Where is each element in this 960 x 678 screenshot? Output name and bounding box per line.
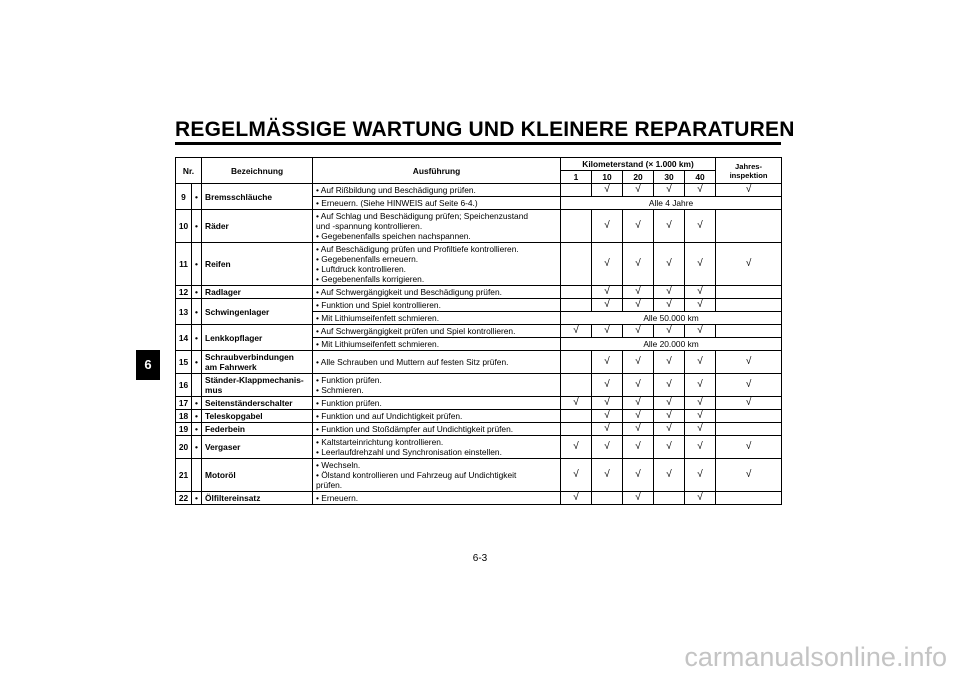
header-ausfuehrung: Ausführung [313,158,561,184]
procedure-line: • Auf Schlag und Beschädigung prüfen; Speichenzustand [316,211,529,221]
item-marker: • [192,184,202,210]
item-marker: • [192,397,202,410]
page-title: REGELMÄSSIGE WARTUNG UND KLEINERE REPARATUREN [175,118,795,141]
item-marker: • [192,325,202,351]
item-number: 19 [176,423,192,436]
procedure-line: • Gegebenenfalls speichen nachspannen. [316,231,471,241]
check-mark: √ [592,459,623,492]
header-bezeichnung: Bezeichnung [202,158,313,184]
check-mark: √ [623,325,654,338]
procedure-line: • Erneuern. [316,493,359,503]
table-row [176,374,782,397]
item-procedure [313,492,561,505]
item-name-line: Motoröl [205,470,236,480]
empty-cell [561,423,592,436]
procedure-line: • Gegebenenfalls erneuern. [316,254,419,264]
header-jahres-line2: inspektion [729,170,768,180]
item-name [202,243,313,286]
item-name-line: Teleskopgabel [205,411,263,421]
procedure-line: • Luftdruck kontrollieren. [316,264,406,274]
empty-cell [561,351,592,374]
procedure-line: • Mit Lithiumseifenfett schmieren. [316,313,440,323]
empty-cell [561,243,592,286]
interval-note: Alle 50.000 km [561,312,782,325]
item-name [202,374,313,397]
check-mark: √ [592,397,623,410]
procedure-line: • Funktion prüfen. [316,375,382,385]
table-row [176,492,782,505]
item-procedure [313,338,561,351]
item-marker: • [192,351,202,374]
procedure-line: • Erneuern. (Siehe HINWEIS auf Seite 6-4.) [316,198,478,208]
empty-cell [592,492,623,505]
item-marker: • [192,210,202,243]
check-mark: √ [685,459,716,492]
item-procedure [313,459,561,492]
check-mark: √ [716,184,782,197]
procedure-line: • Auf Schwergängigkeit und Beschädigung prüfen. [316,287,502,297]
check-mark: √ [716,243,782,286]
check-mark: √ [654,397,685,410]
check-mark: √ [592,351,623,374]
item-name-line: Federbein [205,424,246,434]
item-marker [192,374,202,397]
item-number: 14 [176,325,192,351]
table-row [176,423,782,436]
empty-cell [716,299,782,312]
check-mark: √ [685,374,716,397]
item-name [202,351,313,374]
header-jahresinspektion [716,158,782,184]
check-mark: √ [685,410,716,423]
check-mark: √ [685,243,716,286]
item-number: 11 [176,243,192,286]
item-number: 18 [176,410,192,423]
empty-cell [561,299,592,312]
item-procedure [313,184,561,197]
item-name [202,184,313,210]
item-procedure [313,436,561,459]
table-row [176,299,782,312]
check-mark: √ [654,299,685,312]
title-underline [175,142,781,145]
item-marker: • [192,423,202,436]
item-number: 17 [176,397,192,410]
procedure-line: • Funktion und Spiel kontrollieren. [316,300,441,310]
check-mark: √ [685,492,716,505]
check-mark: √ [592,184,623,197]
item-marker: • [192,286,202,299]
header-km-10: 10 [592,171,623,184]
check-mark: √ [685,325,716,338]
check-mark: √ [623,492,654,505]
check-mark: √ [592,243,623,286]
item-name [202,423,313,436]
item-name-line: Räder [205,221,229,231]
header-km-1: 1 [561,171,592,184]
empty-cell [654,492,685,505]
check-mark: √ [623,184,654,197]
item-procedure [313,410,561,423]
item-procedure [313,312,561,325]
table-row [176,410,782,423]
header-nr: Nr. [176,158,202,184]
item-name [202,459,313,492]
check-mark: √ [592,423,623,436]
header-jahres-line1: Jahres- [735,161,763,171]
procedure-line: prüfen. [316,480,343,490]
check-mark: √ [623,436,654,459]
check-mark: √ [685,184,716,197]
empty-cell [716,325,782,338]
check-mark: √ [716,436,782,459]
table-header-row [176,158,782,171]
maintenance-table [175,157,782,505]
check-mark: √ [623,286,654,299]
item-marker: • [192,436,202,459]
empty-cell [716,410,782,423]
item-procedure [313,351,561,374]
table-row [176,397,782,410]
check-mark: √ [592,410,623,423]
item-marker: • [192,410,202,423]
item-number: 13 [176,299,192,325]
check-mark: √ [623,459,654,492]
item-procedure [313,423,561,436]
item-marker [192,459,202,492]
procedure-line: • Auf Rißbildung und Beschädigung prüfen. [316,185,476,195]
empty-cell [716,286,782,299]
page-number: 6-3 [472,553,488,564]
check-mark: √ [561,436,592,459]
item-name-line: mus [205,385,223,395]
table-row [176,459,782,492]
table-row [176,351,782,374]
procedure-line: • Funktion und auf Undichtigkeit prüfen. [316,411,463,421]
empty-cell [716,210,782,243]
check-mark: √ [654,243,685,286]
procedure-line: • Wechseln. [316,460,361,470]
header-km-40: 40 [685,171,716,184]
item-number: 16 [176,374,192,397]
check-mark: √ [654,423,685,436]
chapter-tab[interactable]: 6 [136,350,160,380]
check-mark: √ [654,410,685,423]
check-mark: √ [623,210,654,243]
procedure-line: • Auf Schwergängigkeit prüfen und Spiel kontrollieren. [316,326,516,336]
check-mark: √ [623,374,654,397]
empty-cell [561,184,592,197]
check-mark: √ [592,436,623,459]
watermark: carmanualsonline.info [684,642,947,672]
check-mark: √ [685,299,716,312]
header-km-20: 20 [623,171,654,184]
check-mark: √ [685,351,716,374]
table-row [176,243,782,286]
check-mark: √ [623,351,654,374]
empty-cell [716,423,782,436]
check-mark: √ [685,210,716,243]
item-name [202,325,313,351]
check-mark: √ [654,459,685,492]
check-mark: √ [716,397,782,410]
check-mark: √ [561,492,592,505]
procedure-line: • Auf Beschädigung prüfen und Profiltiefe kontrollieren. [316,244,519,254]
item-name-line: Schwingenlager [205,306,270,317]
check-mark: √ [685,436,716,459]
procedure-line: • Gegebenenfalls korrigieren. [316,274,425,284]
procedure-line: • Funktion prüfen. [316,398,382,408]
empty-cell [561,410,592,423]
check-mark: √ [592,210,623,243]
check-mark: √ [623,299,654,312]
interval-note: Alle 4 Jahre [561,197,782,210]
item-name [202,436,313,459]
item-name-line: Seitenständerschalter [205,398,293,408]
empty-cell [561,210,592,243]
item-marker: • [192,299,202,325]
item-name-line: Schraubverbindungen [205,352,294,362]
item-number: 9 [176,184,192,210]
table-row [176,436,782,459]
item-procedure [313,374,561,397]
item-procedure [313,210,561,243]
procedure-line: • Leerlaufdrehzahl und Synchronisation einstellen. [316,447,502,457]
check-mark: √ [654,325,685,338]
check-mark: √ [623,423,654,436]
empty-cell [716,492,782,505]
procedure-line: • Ölstand kontrollieren und Fahrzeug auf Undichtigkeit [316,470,517,480]
item-name-line: Ständer-Klappmechanis- [205,375,304,385]
item-name-line: Vergaser [205,442,241,452]
check-mark: √ [623,243,654,286]
check-mark: √ [561,325,592,338]
check-mark: √ [654,286,685,299]
procedure-line: • Schmieren. [316,385,364,395]
item-name [202,286,313,299]
table-row [176,286,782,299]
procedure-line: und -spannung kontrollieren. [316,221,423,231]
procedure-line: • Alle Schrauben und Muttern auf festen Sitz prüfen. [316,357,509,367]
item-name [202,492,313,505]
item-procedure [313,299,561,312]
check-mark: √ [716,351,782,374]
table-row [176,325,782,338]
item-number: 22 [176,492,192,505]
item-name [202,210,313,243]
check-mark: √ [685,397,716,410]
item-name-line: Radlager [205,287,241,297]
check-mark: √ [685,286,716,299]
procedure-line: • Mit Lithiumseifenfett schmieren. [316,339,440,349]
item-name-line: Reifen [205,259,231,269]
item-number: 10 [176,210,192,243]
check-mark: √ [592,286,623,299]
item-procedure [313,397,561,410]
check-mark: √ [654,184,685,197]
item-name-line: am Fahrwerk [205,362,257,372]
interval-note: Alle 20.000 km [561,338,782,351]
check-mark: √ [623,397,654,410]
table-body [176,184,782,505]
check-mark: √ [561,397,592,410]
empty-cell [561,286,592,299]
item-name [202,299,313,325]
check-mark: √ [716,374,782,397]
check-mark: √ [654,210,685,243]
item-number: 21 [176,459,192,492]
empty-cell [561,374,592,397]
check-mark: √ [654,436,685,459]
check-mark: √ [592,299,623,312]
item-number: 20 [176,436,192,459]
procedure-line: • Kaltstarteinrichtung kontrollieren. [316,437,444,447]
check-mark: √ [623,410,654,423]
item-name [202,410,313,423]
item-procedure [313,243,561,286]
item-name [202,397,313,410]
procedure-line: • Funktion und Stoßdämpfer auf Undichtigkeit prüfen. [316,424,514,434]
check-mark: √ [716,459,782,492]
item-number: 12 [176,286,192,299]
header-kilometerstand: Kilometerstand (× 1.000 km) [561,158,716,171]
item-name-line: Bremsschläuche [205,191,273,202]
table-row [176,210,782,243]
item-procedure [313,197,561,210]
item-marker: • [192,243,202,286]
check-mark: √ [592,325,623,338]
item-procedure [313,286,561,299]
item-name-line: Lenkkopflager [205,332,263,343]
item-number: 15 [176,351,192,374]
item-marker: • [192,492,202,505]
check-mark: √ [654,351,685,374]
item-name-line: Ölfiltereinsatz [205,493,261,503]
check-mark: √ [654,374,685,397]
check-mark: √ [561,459,592,492]
check-mark: √ [592,374,623,397]
check-mark: √ [685,423,716,436]
table-row [176,184,782,197]
header-km-30: 30 [654,171,685,184]
item-procedure [313,325,561,338]
